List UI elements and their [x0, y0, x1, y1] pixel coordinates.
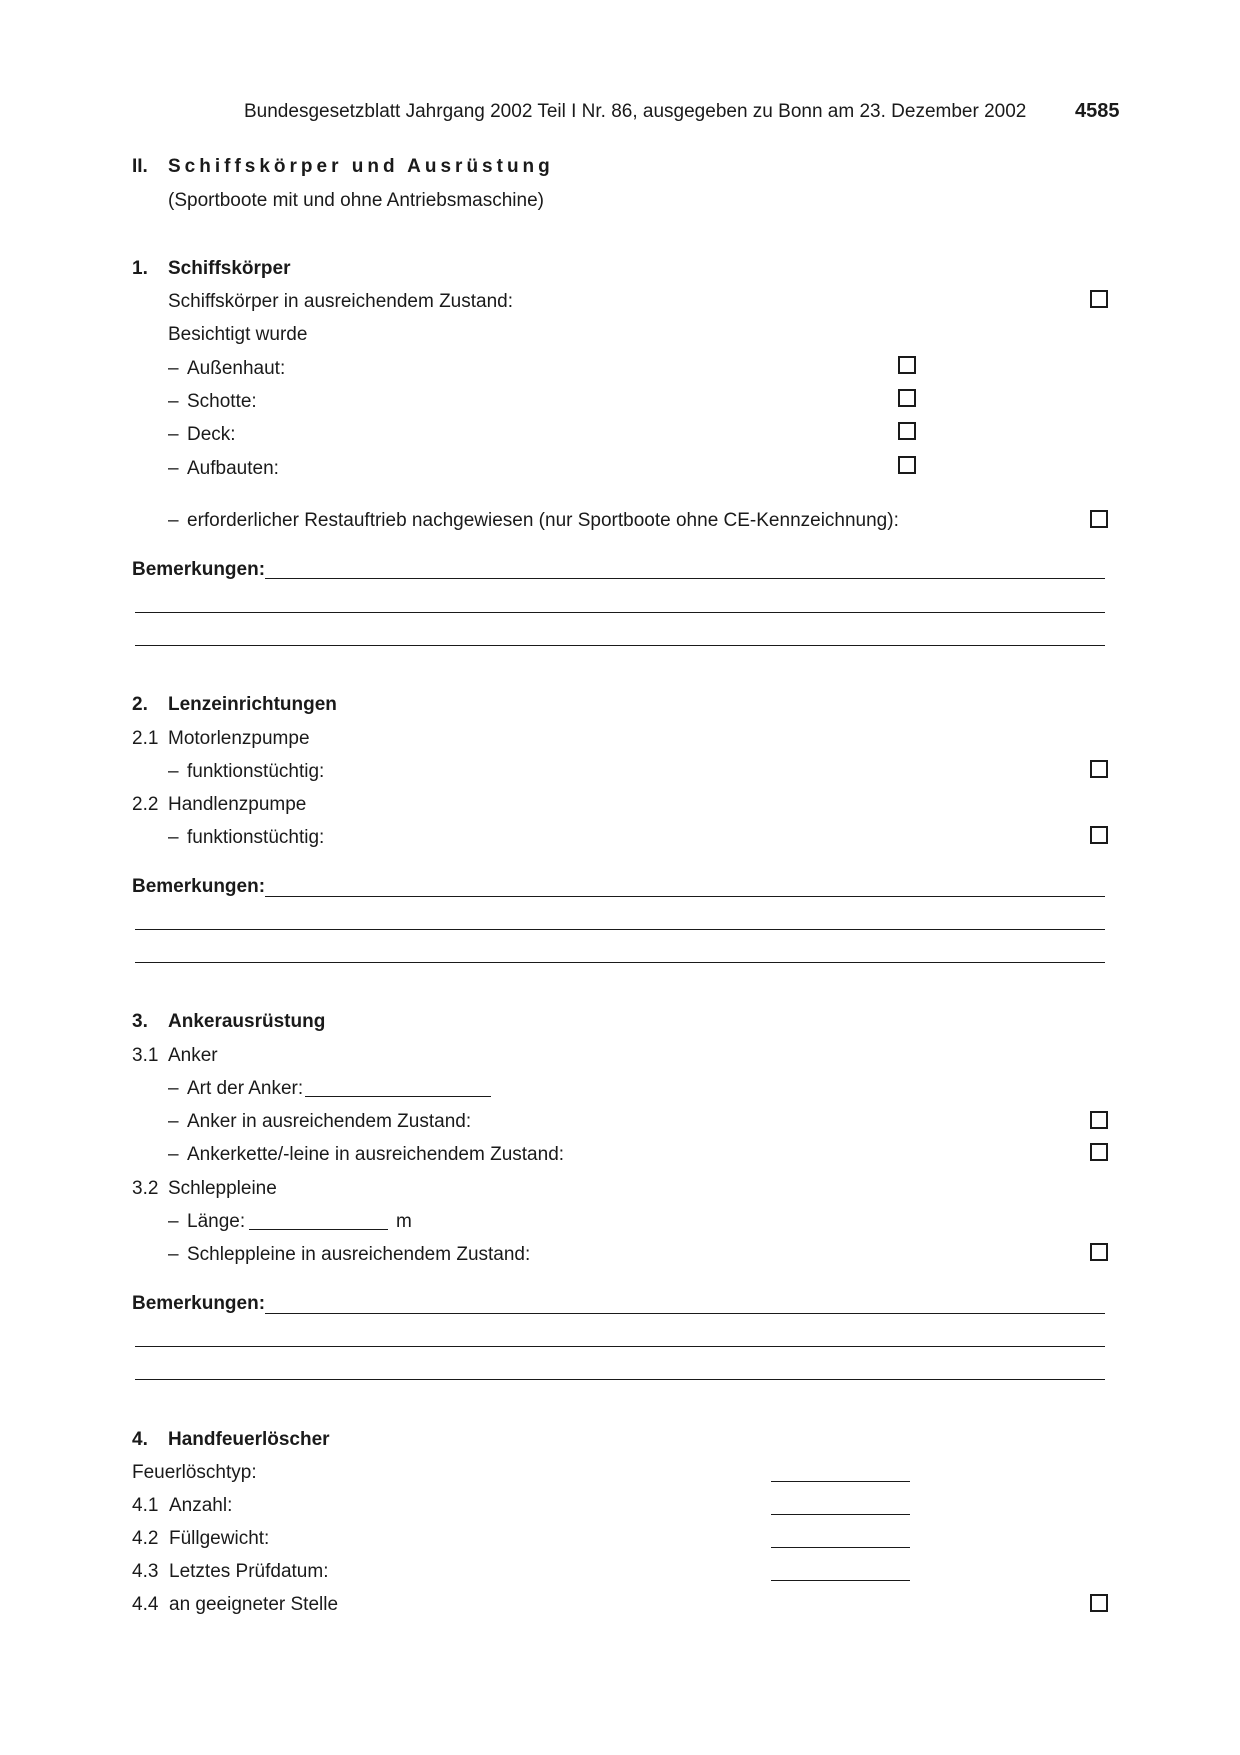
s1-item-label: – Außenhaut:	[168, 358, 286, 379]
s4-title: Handfeuerlöscher	[168, 1429, 330, 1450]
s3-sub1-label: Anker	[168, 1045, 218, 1066]
s2-sub1-label: Motorlenzpumpe	[168, 728, 310, 749]
s1-item-checkbox-aussenhaut[interactable]	[898, 356, 916, 374]
page-number: 4585	[1075, 100, 1120, 122]
s3-length-label: – Länge:	[168, 1211, 246, 1232]
s4-location-checkbox[interactable]	[1090, 1594, 1108, 1612]
s2-sub1-checkbox[interactable]	[1090, 760, 1108, 778]
s1-item-label: – Aufbauten:	[168, 458, 279, 479]
s3-sub1-number: 3.1	[132, 1045, 159, 1066]
s1-condition-checkbox[interactable]	[1090, 290, 1108, 308]
s1-number: 1.	[132, 258, 148, 279]
s4-item-label: an geeigneter Stelle	[169, 1594, 339, 1615]
s3-remarks-line[interactable]	[135, 1379, 1105, 1380]
s3-anchor-type-label: – Art der Anker:	[168, 1078, 304, 1099]
s1-buoyancy-label: – erforderlicher Restauftrieb nachgewiesen (nur Sportboote ohne CE-Kennzeichnung):	[168, 510, 899, 531]
s1-item-checkbox-schotte[interactable]	[898, 389, 916, 407]
s2-remarks-line[interactable]	[135, 962, 1105, 963]
s3-sub2-label: Schleppleine	[168, 1178, 277, 1199]
section-title: Schiffskörper und Ausrüstung	[168, 156, 554, 177]
s3-length-field[interactable]	[249, 1229, 388, 1230]
section-subtitle: (Sportboote mit und ohne Antriebsmaschine)	[168, 190, 544, 211]
s1-item-label: – Deck:	[168, 424, 236, 445]
s3-length-unit: m	[396, 1211, 412, 1232]
s2-remarks-line[interactable]	[265, 896, 1105, 897]
s1-remarks-label: Bemerkungen:	[132, 559, 266, 580]
s4-weight-field[interactable]	[771, 1547, 910, 1548]
s4-item-label: Anzahl:	[169, 1495, 233, 1516]
s1-title: Schiffskörper	[168, 258, 291, 279]
running-header: Bundesgesetzblatt Jahrgang 2002 Teil I Nr. 86, ausgegeben zu Bonn am 23. Dezember 2002	[244, 101, 1027, 122]
s1-item-label: – Schotte:	[168, 391, 257, 412]
s1-condition-label: Schiffskörper in ausreichendem Zustand:	[168, 291, 513, 312]
s4-item-number: 4.1	[132, 1495, 159, 1516]
s3-anchor-condition-checkbox[interactable]	[1090, 1111, 1108, 1129]
s3-chain-condition-label: – Ankerkette/-leine in ausreichendem Zustand:	[168, 1144, 565, 1165]
s4-item-number: 4.3	[132, 1561, 159, 1582]
s3-number: 3.	[132, 1011, 148, 1032]
s1-item-checkbox-deck[interactable]	[898, 422, 916, 440]
s3-tow-condition-checkbox[interactable]	[1090, 1243, 1108, 1261]
s4-type-label: Feuerlöschtyp:	[132, 1462, 257, 1483]
s3-remarks-line[interactable]	[135, 1346, 1105, 1347]
section-number: II.	[132, 156, 148, 177]
s2-sub2-checkbox[interactable]	[1090, 826, 1108, 844]
s4-item-label: Letztes Prüfdatum:	[169, 1561, 329, 1582]
s3-anchor-condition-label: – Anker in ausreichendem Zustand:	[168, 1111, 472, 1132]
s1-remarks-line[interactable]	[135, 612, 1105, 613]
s4-test-date-field[interactable]	[771, 1580, 910, 1581]
s2-remarks-line[interactable]	[135, 929, 1105, 930]
s4-item-number: 4.2	[132, 1528, 159, 1549]
s3-remarks-label: Bemerkungen:	[132, 1293, 266, 1314]
s2-sub1-item: – funktionstüchtig:	[168, 761, 325, 782]
s2-title: Lenzeinrichtungen	[168, 694, 337, 715]
s4-type-field[interactable]	[771, 1481, 910, 1482]
s1-inspected-label: Besichtigt wurde	[168, 324, 308, 345]
s4-number: 4.	[132, 1429, 148, 1450]
s4-item-label: Füllgewicht:	[169, 1528, 270, 1549]
s3-remarks-line[interactable]	[265, 1313, 1105, 1314]
s3-chain-condition-checkbox[interactable]	[1090, 1143, 1108, 1161]
s4-count-field[interactable]	[771, 1514, 910, 1515]
s3-anchor-type-field[interactable]	[305, 1096, 491, 1097]
s3-sub2-number: 3.2	[132, 1178, 159, 1199]
s3-tow-condition-label: – Schleppleine in ausreichendem Zustand:	[168, 1244, 531, 1265]
s2-remarks-label: Bemerkungen:	[132, 876, 266, 897]
s4-item-number: 4.4	[132, 1594, 159, 1615]
s2-sub1-number: 2.1	[132, 728, 159, 749]
s2-sub2-item: – funktionstüchtig:	[168, 827, 325, 848]
s3-title: Ankerausrüstung	[168, 1011, 326, 1032]
s1-remarks-line[interactable]	[135, 645, 1105, 646]
s2-sub2-label: Handlenzpumpe	[168, 794, 307, 815]
s2-number: 2.	[132, 694, 148, 715]
s1-item-checkbox-aufbauten[interactable]	[898, 456, 916, 474]
s1-remarks-line[interactable]	[265, 578, 1105, 579]
s1-buoyancy-checkbox[interactable]	[1090, 510, 1108, 528]
s2-sub2-number: 2.2	[132, 794, 159, 815]
